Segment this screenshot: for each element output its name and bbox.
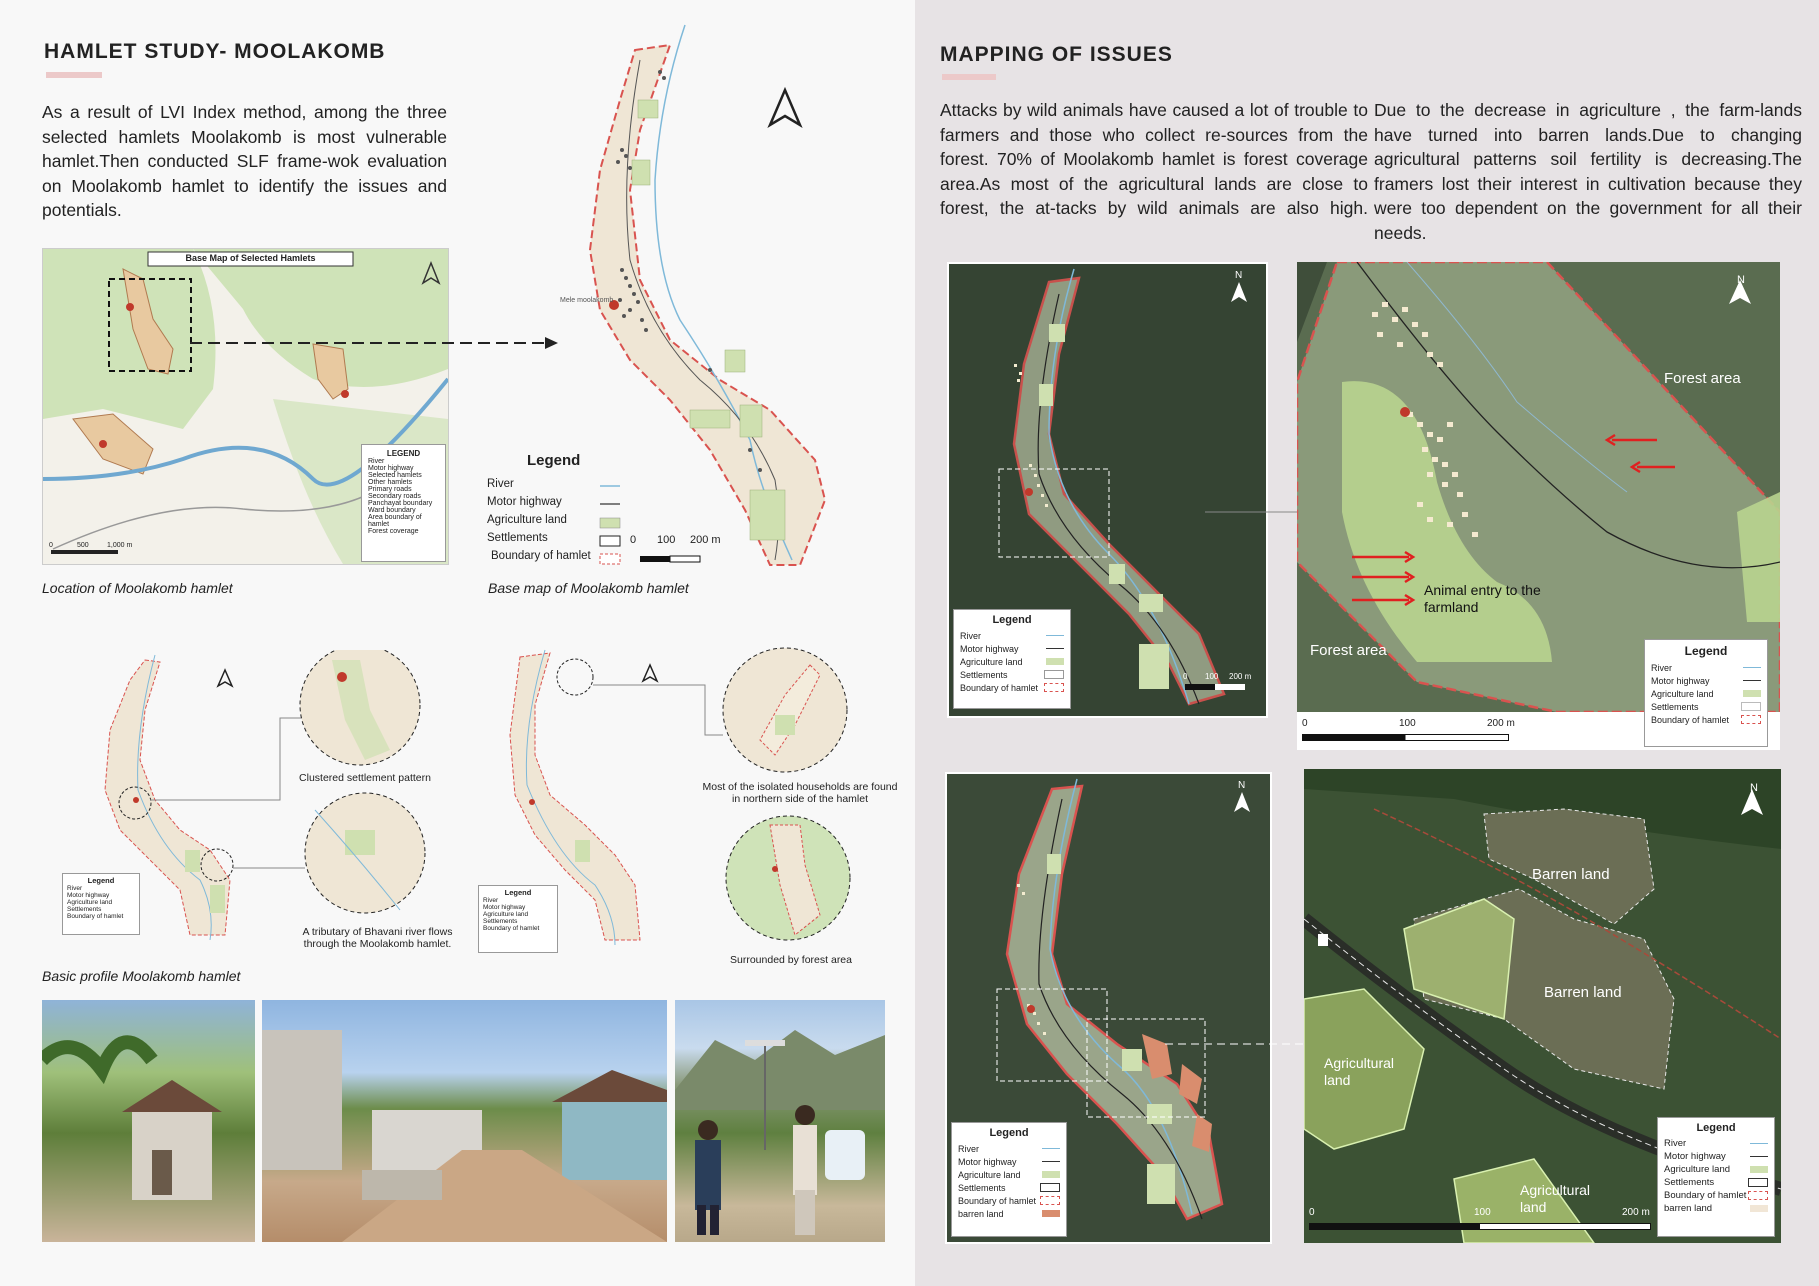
callout-clustered: Clustered settlement pattern: [299, 772, 431, 784]
map3-legend-label: Settlements: [958, 1182, 1006, 1193]
boundary-swatch: [1044, 683, 1064, 692]
profile-legend-item: Settlements: [67, 906, 102, 913]
profile-legend-item: Motor highway: [67, 892, 110, 899]
location-legend-title: LEGEND: [386, 449, 421, 458]
map2-legend-label: Settlements: [1651, 701, 1699, 712]
map1-legend: [953, 609, 1071, 709]
map2-north-label: N: [1737, 274, 1745, 286]
map1-scale-1: 100: [1205, 672, 1219, 681]
right-panel: [915, 0, 1819, 1286]
river-swatch: [1046, 635, 1064, 636]
map3-legend-row: [958, 1207, 1060, 1220]
map3-legend-row: [958, 1168, 1060, 1181]
settlement-swatch: [1741, 702, 1761, 711]
callout-isolated: Most of the isolated households are found in northern side of the hamlet: [702, 781, 898, 805]
map2-forest-label-2: Forest area: [1310, 642, 1387, 659]
map1-legend-label: Motor highway: [960, 643, 1019, 654]
photo-house: [42, 1000, 255, 1242]
map4-legend-label: Settlements: [1664, 1177, 1715, 1188]
barren-swatch: [1750, 1205, 1768, 1212]
location-scale-1: 500: [77, 542, 89, 549]
boundary-swatch: [1040, 1196, 1060, 1205]
base-scale-0: 0: [630, 534, 637, 546]
location-legend-item: Area boundary of hamlet: [368, 514, 422, 528]
map2-scalebar: [1302, 734, 1509, 741]
map4-legend-label: barren land: [1664, 1203, 1713, 1214]
satellite-map-barren-overview: [945, 772, 1272, 1244]
map2-legend-title: Legend: [1684, 644, 1728, 658]
photo-people: [675, 1000, 885, 1242]
hamlet-study-title: HAMLET STUDY- MOOLAKOMB: [44, 40, 386, 63]
map4-legend-label: River: [1664, 1138, 1687, 1149]
location-map-legend: [361, 444, 446, 562]
map3-legend-row: [958, 1142, 1060, 1155]
base-legend-item: River: [487, 478, 514, 490]
profile-legend-title-2: Legend: [504, 888, 532, 897]
map4-legend-row: [1664, 1150, 1768, 1163]
map2-legend-label: Agriculture land: [1651, 688, 1714, 699]
map2-legend-row: [1651, 674, 1761, 687]
map2-legend-label: River: [1651, 662, 1673, 673]
map3-legend-row: [958, 1194, 1060, 1207]
map4-legend-row: [1664, 1137, 1768, 1150]
map1-legend-label: Boundary of hamlet: [960, 682, 1039, 693]
base-legend-item: Settlements: [487, 532, 548, 544]
map4-legend-row: [1664, 1163, 1768, 1176]
map4-scale-1: 100: [1474, 1207, 1491, 1218]
callout-forest: Surrounded by forest area: [730, 954, 852, 966]
callout-tributary: A tributary of Bhavani river flows through the Moolakomb hamlet.: [302, 926, 453, 950]
agri-swatch: [1750, 1166, 1768, 1173]
satellite-map-animal-entry: [1297, 262, 1780, 750]
base-map-legend: [485, 450, 725, 570]
base-legend-title: Legend: [527, 452, 581, 469]
base-legend-item: Motor highway: [487, 496, 562, 508]
map3-legend-label: barren land: [958, 1208, 1004, 1219]
map4-scalebar: [1309, 1223, 1651, 1230]
map1-scale-0: 0: [1183, 672, 1188, 681]
satellite-map-overview: [947, 262, 1268, 718]
map3-legend-label: River: [958, 1143, 980, 1154]
base-map-hamlet-label: Mele moolakomb: [560, 297, 614, 304]
map3-legend: [951, 1122, 1067, 1237]
map2-scale-0: 0: [1302, 718, 1308, 729]
map4-legend-label: Boundary of hamlet: [1664, 1190, 1747, 1201]
map1-legend-row: [960, 642, 1064, 655]
map2-legend-label: Motor highway: [1651, 675, 1710, 686]
location-map-title: Base Map of Selected Hamlets: [185, 253, 316, 263]
map4-barren-label-1: Barren land: [1532, 866, 1610, 883]
location-scale-0: 0: [49, 542, 53, 549]
base-map-caption: Base map of Moolakomb hamlet: [488, 580, 689, 596]
profile-legend-item: River: [483, 897, 499, 904]
map2-legend-row: [1651, 713, 1761, 726]
settlement-swatch: [1044, 670, 1064, 679]
boundary-swatch: [1741, 715, 1761, 724]
profile-legend-item: Agriculture land: [483, 911, 529, 918]
map4-scale-2: 200 m: [1622, 1207, 1650, 1218]
highway-swatch: [1750, 1156, 1768, 1157]
location-legend-item: River: [368, 458, 385, 465]
profile-legend-item: Motor highway: [483, 904, 526, 911]
map2-scale-2: 200 m: [1487, 718, 1515, 729]
location-legend-item: Forest coverage: [368, 528, 419, 535]
map1-legend-title: Legend: [992, 614, 1032, 626]
location-legend-item: Secondary roads: [368, 493, 421, 500]
river-swatch: [1750, 1143, 1768, 1144]
map2-legend-row: [1651, 700, 1761, 713]
map4-legend: [1657, 1117, 1775, 1237]
agri-swatch: [1046, 658, 1064, 665]
map4-agri-label-2: Agricultural land: [1520, 1182, 1591, 1215]
photo-people-graphic: [675, 1000, 885, 1242]
location-legend-item: Motor highway: [368, 465, 414, 472]
photo-street: [262, 1000, 667, 1242]
map3-legend-label: Boundary of hamlet: [958, 1195, 1037, 1206]
location-legend-item: Other hamlets: [368, 479, 412, 486]
photo-house-graphic: [42, 1000, 255, 1242]
map2-scale-1: 100: [1399, 718, 1416, 729]
profile-legend-1: [62, 873, 140, 935]
map1-scalebar: [1185, 684, 1245, 690]
location-map-caption: Location of Moolakomb hamlet: [42, 580, 233, 596]
barren-land-paragraph: Due to the decrease in agriculture , the farm-lands have turned into barren lands.Due to changing agricultural patterns soil fertility is decreasing.The framers lost their interest in cultivation because they were too dependent on the government for all their needs.: [1374, 100, 1802, 243]
profile-legend-item: Agriculture land: [67, 899, 113, 906]
map4-legend-row: [1664, 1202, 1768, 1215]
location-legend-item: Ward boundary: [368, 507, 416, 514]
base-legend-swatches: [595, 480, 755, 570]
profile-legend-item: River: [67, 885, 83, 892]
map1-legend-row: [960, 668, 1064, 681]
map3-north-label: N: [1238, 780, 1246, 791]
base-scale-2: 200 m: [690, 534, 721, 546]
map1-scale-2: 200 m: [1229, 672, 1252, 681]
map3-legend-row: [958, 1155, 1060, 1168]
map4-scale-0: 0: [1309, 1207, 1315, 1218]
base-scale-1: 100: [657, 534, 676, 546]
boundary-swatch: [1748, 1191, 1768, 1200]
map1-north-label: N: [1235, 270, 1243, 281]
map4-legend-label: Agriculture land: [1664, 1164, 1731, 1175]
map1-legend-row: [960, 629, 1064, 642]
mapping-title-underline: [942, 74, 996, 80]
location-map: [42, 248, 449, 565]
base-legend-item: Agriculture land: [487, 514, 567, 526]
barren-swatch: [1042, 1210, 1060, 1217]
highway-swatch: [1743, 680, 1761, 681]
map4-north-label: N: [1750, 782, 1758, 794]
location-legend-item: Panchayat boundary: [368, 500, 433, 507]
satellite-map-barren-detail: [1304, 769, 1781, 1243]
map2-forest-label-1: Forest area: [1664, 370, 1741, 387]
map4-legend-label: Motor highway: [1664, 1151, 1726, 1162]
wild-animal-paragraph: Attacks by wild animals have caused a lot of trouble to farmers and those who collect re-sources from the forest. 70% of Moolakomb hamlet is forest coverage area.As most of the agricultural lands are close to forest, the at-tacks by wild animals are also high.: [940, 100, 1368, 218]
profile-legend-title: Legend: [87, 876, 115, 885]
map2-legend-row: [1651, 661, 1761, 674]
connector-arrow: [190, 335, 560, 355]
title-underline: [46, 72, 102, 78]
map4-legend-row: [1664, 1176, 1768, 1189]
profile-legend-item: Boundary of hamlet: [67, 913, 124, 920]
map3-legend-title: Legend: [989, 1127, 1029, 1139]
location-scale-2: 1,000 m: [107, 542, 133, 549]
highway-swatch: [1046, 648, 1064, 649]
map2-animal-entry-label: Animal entry to the farmland: [1424, 582, 1541, 615]
profile-caption: Basic profile Moolakomb hamlet: [42, 968, 241, 984]
intro-paragraph: As a result of LVI Index method, among the three selected hamlets Moolakomb is most vulnerable hamlet.Then conducted SLF frame-wok evaluation on Moolakomb hamlet to identify the issues and potentials.: [42, 102, 447, 220]
map3-legend-row: [958, 1181, 1060, 1194]
location-legend-item: Primary roads: [368, 486, 412, 493]
map4-barren-label-2: Barren land: [1544, 984, 1622, 1001]
photo-street-graphic: [262, 1000, 667, 1242]
map1-legend-row: [960, 655, 1064, 668]
profile-legend-2: [478, 885, 558, 953]
map1-legend-label: Settlements: [960, 669, 1008, 680]
map1-legend-label: Agriculture land: [960, 656, 1023, 667]
river-swatch: [1743, 667, 1761, 668]
map3-legend-label: Agriculture land: [958, 1169, 1021, 1180]
mapping-issues-title: MAPPING OF ISSUES: [940, 43, 1173, 66]
map2-legend-row: [1651, 687, 1761, 700]
settlement-swatch: [1040, 1183, 1060, 1192]
map4-legend-title: Legend: [1696, 1122, 1736, 1134]
agri-swatch: [1743, 690, 1761, 697]
map4-legend-row: [1664, 1189, 1768, 1202]
profile-legend-item: Settlements: [483, 918, 518, 925]
map1-legend-row: [960, 681, 1064, 694]
map1-legend-label: River: [960, 630, 982, 641]
river-swatch: [1042, 1148, 1060, 1149]
agri-swatch: [1042, 1171, 1060, 1178]
map2-legend-label: Boundary of hamlet: [1651, 714, 1730, 725]
map2-legend: [1644, 639, 1768, 747]
highway-swatch: [1042, 1161, 1060, 1162]
map3-legend-label: Motor highway: [958, 1156, 1017, 1167]
location-legend-item: Selected hamlets: [368, 472, 422, 479]
profile-legend-item: Boundary of hamlet: [483, 925, 540, 932]
base-legend-item: Boundary of hamlet: [491, 550, 591, 562]
map4-agri-label-1: Agricultural land: [1324, 1055, 1395, 1088]
settlement-swatch: [1748, 1178, 1768, 1187]
